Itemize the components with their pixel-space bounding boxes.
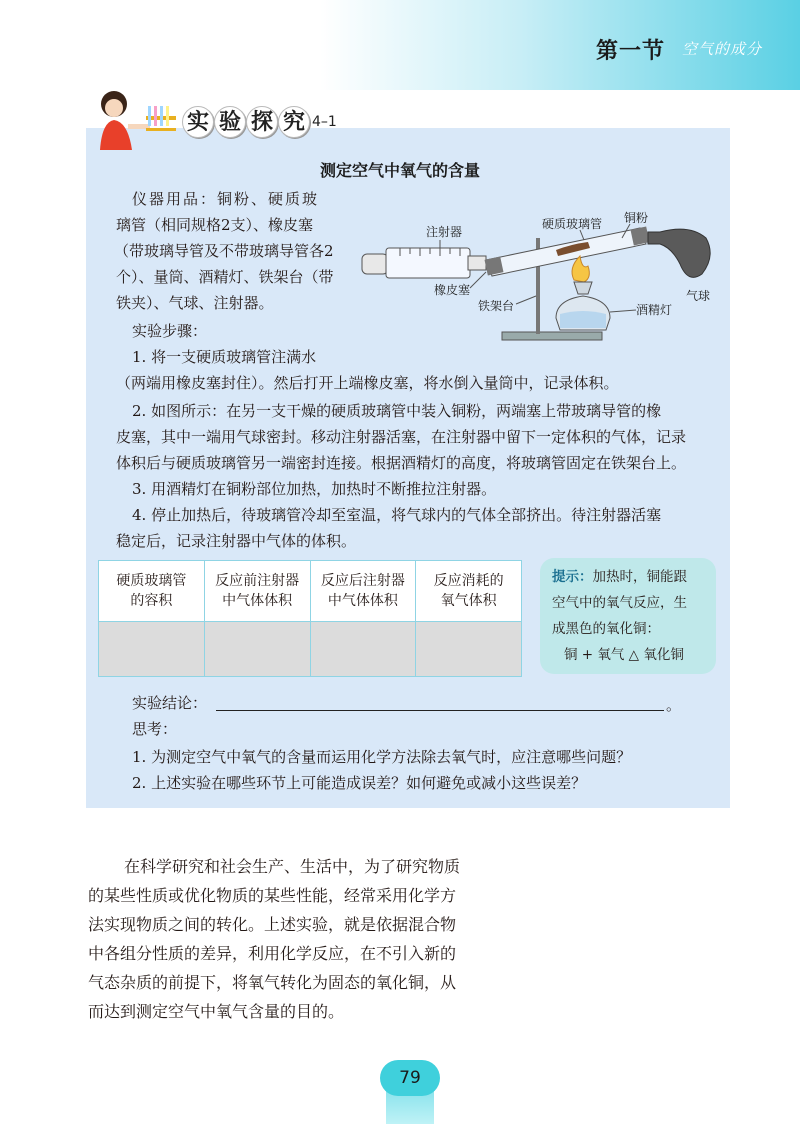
- data-table: [98, 560, 522, 677]
- experiment-title: 测定空气中氧气的含量: [319, 161, 480, 180]
- body-line: 法实现物质之间的转化。上述实验，就是依据混合物: [88, 915, 457, 934]
- text-line: 璃管（相同规格2支）、橡皮塞: [116, 216, 314, 234]
- body-line: 而达到测定空气中氧气含量的目的。: [88, 1002, 345, 1021]
- conclusion-blank-line: [216, 710, 664, 711]
- conclusion-end: 。: [666, 696, 682, 714]
- text-line: 个）、量筒、酒精灯、铁架台（带: [116, 268, 334, 286]
- table-header-row: [99, 561, 522, 622]
- step-3: 3. 用酒精灯在铜粉部位加热，加热时不断推拉注射器。: [132, 480, 497, 498]
- step-2c: 体积后与硬质玻璃管另一端密封连接。根据酒精灯的高度，将玻璃管固定在铁架台上。: [116, 454, 687, 472]
- text-line: 仪器用品：铜粉、硬质玻: [132, 190, 320, 208]
- hint-box: [540, 558, 716, 674]
- section-subtitle: 空气的成分: [682, 40, 763, 58]
- body-line: 气态杂质的前提下，将氧气转化为固态的氧化铜，从: [88, 973, 457, 992]
- text-line: 铁夹）、气球、注射器。: [116, 294, 274, 312]
- step-1a: 1. 将一支硬质玻璃管注满水: [132, 348, 317, 366]
- steps-label: 实验步骤：: [132, 322, 208, 340]
- text-line: （带玻璃导管及不带玻璃导管各2: [114, 242, 334, 260]
- step-2a: 2. 如图所示：在另一支干燥的硬质玻璃管中装入铜粉，两端塞上带玻璃导管的橡: [132, 402, 662, 420]
- apparatus-diagram: [360, 208, 720, 348]
- hint-line: 空气中的氧气反应，生: [552, 595, 687, 611]
- page-number: 79: [380, 1060, 440, 1096]
- label-stopper: 橡皮塞: [434, 283, 471, 297]
- hint-equation: 铜 + 氧气 △ 氧化铜: [564, 647, 684, 663]
- table-cell: [99, 622, 205, 677]
- table-row: [99, 622, 522, 677]
- hint-line: 加热时，铜能跟: [592, 569, 687, 585]
- table-cell: [204, 622, 310, 677]
- table-header-cell: 硬质玻璃管 的容积: [99, 561, 205, 622]
- girl-with-test-tubes-illustration: [88, 86, 180, 150]
- label-lamp: 酒精灯: [636, 303, 673, 317]
- table-header-cell: 反应前注射器 中气体体积: [204, 561, 310, 622]
- banner-number: 4–1: [312, 114, 337, 130]
- body-line: 中各组分性质的差异，利用化学反应，在不引入新的: [88, 944, 457, 963]
- table-header-cell: 反应后注射器 中气体体积: [310, 561, 416, 622]
- label-syringe: 注射器: [426, 225, 463, 239]
- banner-char: 究: [278, 106, 310, 138]
- banner-char: 实: [182, 106, 214, 138]
- step-1b: （两端用橡皮塞封住）。然后打开上端橡皮塞，将水倒入量筒中，记录体积。: [116, 374, 619, 392]
- hint-label: 提示：: [552, 569, 593, 585]
- step-4b: 稳定后，记录注射器中气体的体积。: [116, 532, 357, 550]
- body-line: 在科学研究和社会生产、生活中，为了研究物质: [124, 857, 461, 876]
- conclusion-label: 实验结论：: [132, 694, 208, 712]
- section-title: 第一节: [596, 39, 666, 64]
- step-4a: 4. 停止加热后，待玻璃管冷却至室温，将气球内的气体全部挤出。待注射器活塞: [132, 506, 662, 524]
- hint-line: 成黑色的氧化铜：: [552, 621, 660, 637]
- banner-char: 验: [214, 106, 246, 138]
- table-cell: [416, 622, 522, 677]
- label-balloon: 气球: [686, 289, 711, 303]
- label-stand: 铁架台: [478, 299, 515, 313]
- header-band: [0, 0, 800, 90]
- body-line: 的某些性质或优化物质的某些性能，经常采用化学方: [88, 886, 457, 905]
- step-2b: 皮塞，其中一端用气球密封。移动注射器活塞，在注射器中留下一定体积的气体，记录: [116, 428, 687, 446]
- table-header-cell: 反应消耗的 氧气体积: [416, 561, 522, 622]
- label-copper: 铜粉: [624, 211, 649, 225]
- question-2: 2. 上述实验在哪些环节上可能造成误差？如何避免或减小这些误差？: [132, 774, 587, 792]
- label-glass-tube: 硬质玻璃管: [542, 217, 603, 231]
- question-1: 1. 为测定空气中氧气的含量而运用化学方法除去氧气时，应注意哪些问题？: [132, 748, 632, 766]
- banner-char: 探: [246, 106, 278, 138]
- thinking-label: 思考：: [132, 720, 178, 738]
- table-cell: [310, 622, 416, 677]
